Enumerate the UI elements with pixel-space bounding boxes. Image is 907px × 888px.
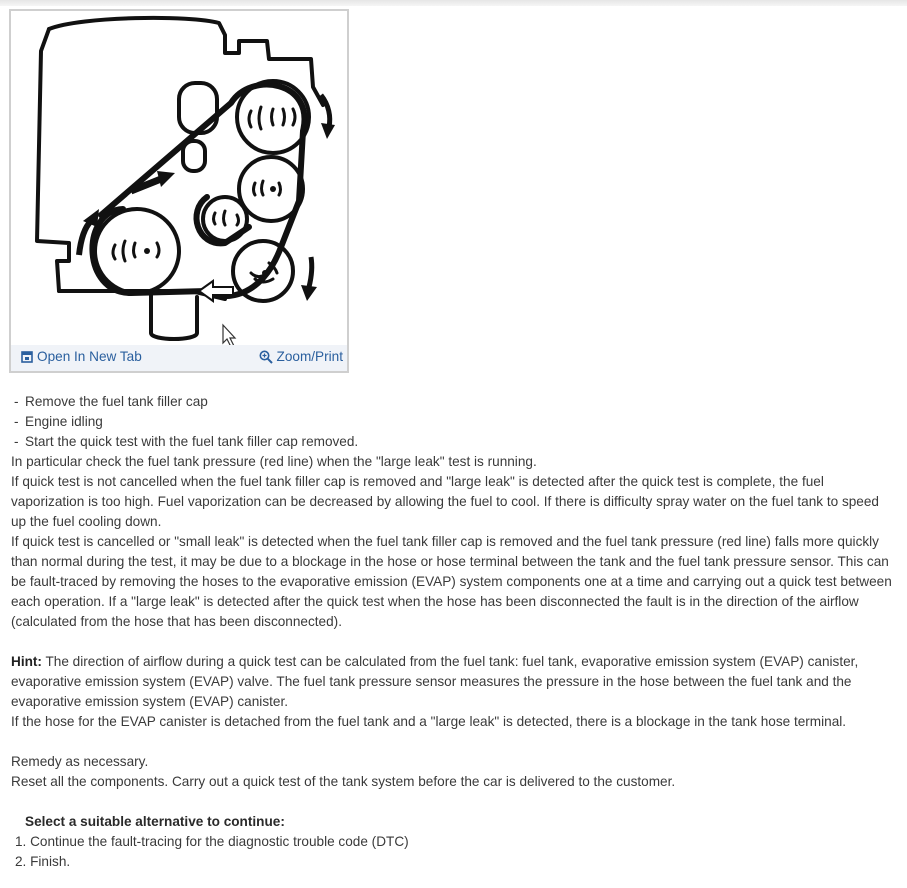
list-item: - Engine idling xyxy=(14,414,103,429)
figure-panel xyxy=(9,9,349,373)
alternatives-list xyxy=(11,832,897,872)
paragraph: In particular check the fuel tank pressure (red line) when the "large leak" test is running. xyxy=(11,454,537,469)
alternative-option[interactable]: 2. Finish. xyxy=(15,854,71,869)
zoom-print-link[interactable] xyxy=(259,349,343,364)
list-item: - Start the quick test with the fuel tank filler cap removed. xyxy=(14,434,359,449)
zoom-print-label: Zoom/Print xyxy=(276,349,343,364)
hint-paragraph xyxy=(11,652,897,712)
step-list xyxy=(11,392,897,452)
paragraph: If quick test is cancelled or "small leak" is detected when the fuel tank filler cap is removed and the fuel tank pressure (red line) falls more quickly than normal during the test, it may be due to a blockage in the hose or hose terminal between the tank and the fuel tank pressure sensor. This can be fault-traced by removing the hoses to the evaporative emission (EVAP) system components one at a time and carrying out a quick test between each operation. If a "large leak" is detected after the quick test when the hose has been disconnected the fault is in the direction of the airflow (calculated from the hose that has been disconnected). xyxy=(11,534,892,629)
top-bar xyxy=(0,0,907,6)
open-in-new-tab-label: Open In New Tab xyxy=(37,349,142,364)
paragraph: If quick test is not cancelled when the fuel tank filler cap is removed and "large leak" is detected after the quick test is complete, the fuel vaporization is too high. Fuel vaporization can be decreased by allowing the fuel to cool. If there is difficulty spray water on the fuel tank to speed up the fuel cooling down. xyxy=(11,474,879,529)
open-new-tab-icon xyxy=(21,351,33,363)
hint-followup: If the hose for the EVAP canister is detached from the fuel tank and a "large leak" is detected, there is a blockage in the tank hose terminal. xyxy=(11,714,847,729)
figure-toolbar xyxy=(11,345,347,371)
mouse-cursor-icon xyxy=(223,325,235,345)
alternatives-title: Select a suitable alternative to continue: xyxy=(25,814,285,829)
belt-diagram[interactable] xyxy=(11,11,347,345)
hint-text: The direction of airflow during a quick test can be calculated from the fuel tank: fuel tank, evaporative emission system (EVAP) canister, evaporative emission system (EVAP) valve. The fuel tank pressure sensor measures the pressure in the hose between the fuel tank and the evaporative emission system (EVAP) canister. xyxy=(11,654,859,709)
hint-label: Hint: xyxy=(11,654,42,669)
open-in-new-tab-link[interactable] xyxy=(21,349,142,364)
reset-text: Reset all the components. Carry out a quick test of the tank system before the car is delivered to the customer. xyxy=(11,774,676,789)
procedure-content xyxy=(11,392,897,872)
list-item: - Remove the fuel tank filler cap xyxy=(14,394,208,409)
alternative-option[interactable]: 1. Continue the fault-tracing for the diagnostic trouble code (DTC) xyxy=(15,834,409,849)
remedy-text: Remedy as necessary. xyxy=(11,754,149,769)
zoom-icon xyxy=(259,350,273,364)
